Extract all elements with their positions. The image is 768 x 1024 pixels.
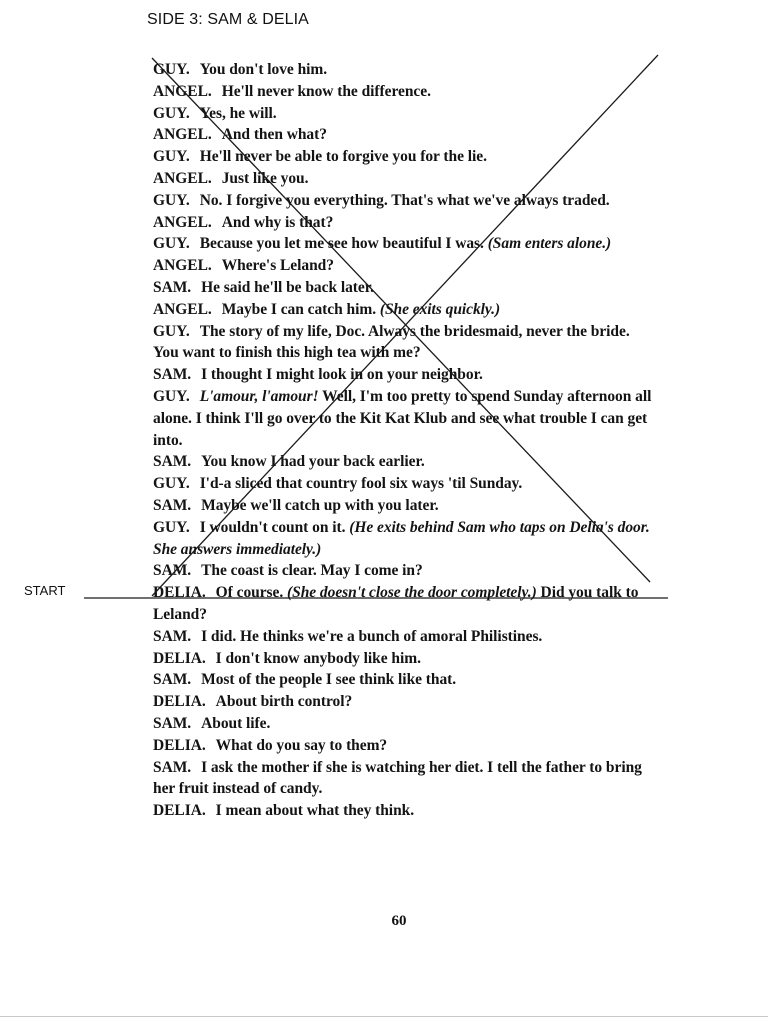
dialogue-text: Well, I'm too pretty to spend Sunday afternoon all alone. I think I'll go over to the Kit Kat Klub and see what trouble I can get into. <box>153 387 652 449</box>
dialogue-text: No. I forgive you everything. That's what we've always traded. <box>199 191 610 209</box>
stage-direction: (She doesn't close the door completely.) <box>287 584 537 602</box>
page-number: 60 <box>391 913 407 929</box>
speaker-name: ANGEL. <box>153 213 212 231</box>
strike-line-down <box>152 58 650 582</box>
dialogue-text: Yes, he will. <box>199 104 277 122</box>
speaker-name: SAM. <box>153 562 192 580</box>
stage-direction: (He exits behind Sam who taps on Delia's door. She answers immediately.) <box>153 518 650 558</box>
speaker-name: DELIA. <box>153 802 206 820</box>
speaker-name: SAM. <box>153 714 192 732</box>
speaker-name: GUY. <box>153 61 190 78</box>
dialogue-text: Maybe I can catch him. <box>221 300 377 318</box>
speaker-name: DELIA. <box>153 584 206 602</box>
dialogue-text: I did. He thinks we're a bunch of amoral Philistines. <box>201 627 543 645</box>
dialogue-text: The coast is clear. May I come in? <box>201 562 423 580</box>
speaker-name: SAM. <box>153 453 192 471</box>
dialogue-text: I thought I might look in on your neighbor. <box>201 366 483 384</box>
speaker-name: GUY. <box>153 475 190 493</box>
speaker-name: GUY. <box>153 191 190 209</box>
speaker-name: DELIA. <box>153 736 206 754</box>
speaker-name: SAM. <box>153 671 192 689</box>
speaker-name: ANGEL. <box>153 169 212 187</box>
dialogue-text: He'll never know the difference. <box>221 82 431 100</box>
speaker-name: DELIA. <box>153 693 206 711</box>
dialogue-text: He'll never be able to forgive you for the lie. <box>199 148 487 166</box>
dialogue-text: I ask the mother if she is watching her diet. I tell the father to bring her fruit instead of candy. <box>153 758 642 798</box>
dialogue-text: The story of my life, Doc. Always the bridesmaid, never the bride. You want to finish this high tea with me? <box>153 322 630 362</box>
speaker-name: SAM. <box>153 366 192 384</box>
dialogue-text: You don't love him. <box>199 61 328 78</box>
start-label: START <box>24 583 66 598</box>
dialogue-text: About birth control? <box>215 693 353 711</box>
dialogue-text: About life. <box>201 714 271 732</box>
dialogue-text-continued: Did you talk to Leland? <box>153 584 639 623</box>
dialogue-text: Just like you. <box>221 169 309 187</box>
speaker-name: ANGEL. <box>153 82 212 100</box>
dialogue-text: You know I had your back earlier. <box>201 453 425 471</box>
dialogue-text: And why is that? <box>221 213 334 231</box>
dialogue-text: I'd-a sliced that country fool six ways 'til Sunday. <box>199 475 523 493</box>
speaker-name: GUY. <box>153 148 190 166</box>
dialogue-text: I wouldn't count on it. <box>199 518 346 536</box>
speaker-name: SAM. <box>153 278 192 296</box>
page-edge <box>0 1016 768 1017</box>
stage-direction: (Sam enters alone.) <box>487 235 612 253</box>
dialogue-text: And then what? <box>221 126 327 144</box>
dialogue-text: Where's Leland? <box>221 257 334 275</box>
dialogue-text: What do you say to them? <box>215 736 388 754</box>
speaker-name: GUY. <box>153 235 190 253</box>
dialogue-text: I don't know anybody like him. <box>215 649 421 667</box>
speaker-name: ANGEL. <box>153 300 212 318</box>
speaker-name: SAM. <box>153 758 192 776</box>
speaker-name: SAM. <box>153 627 192 645</box>
dialogue-text: Because you let me see how beautiful I was. <box>199 235 484 253</box>
speaker-name: GUY. <box>153 518 190 536</box>
speaker-name: GUY. <box>153 322 190 340</box>
dialogue-text: Of course. <box>215 584 284 602</box>
stage-direction: (She exits quickly.) <box>379 300 501 318</box>
dialogue-text: He said he'll be back later. <box>201 278 374 296</box>
strike-line-up <box>152 55 658 596</box>
speaker-name: GUY. <box>153 387 190 405</box>
speaker-name: DELIA. <box>153 649 206 667</box>
speaker-name: ANGEL. <box>153 126 212 144</box>
speaker-name: GUY. <box>153 104 190 122</box>
speaker-name: SAM. <box>153 496 192 514</box>
dialogue-text: I mean about what they think. <box>215 802 415 820</box>
sides-title: SIDE 3: SAM & DELIA <box>147 11 309 28</box>
dialogue-text: Maybe we'll catch up with you later. <box>201 496 439 514</box>
speaker-name: ANGEL. <box>153 257 212 275</box>
dialogue-text: Most of the people I see think like that. <box>201 671 457 689</box>
italic-phrase: L'amour, l'amour! <box>199 387 319 405</box>
